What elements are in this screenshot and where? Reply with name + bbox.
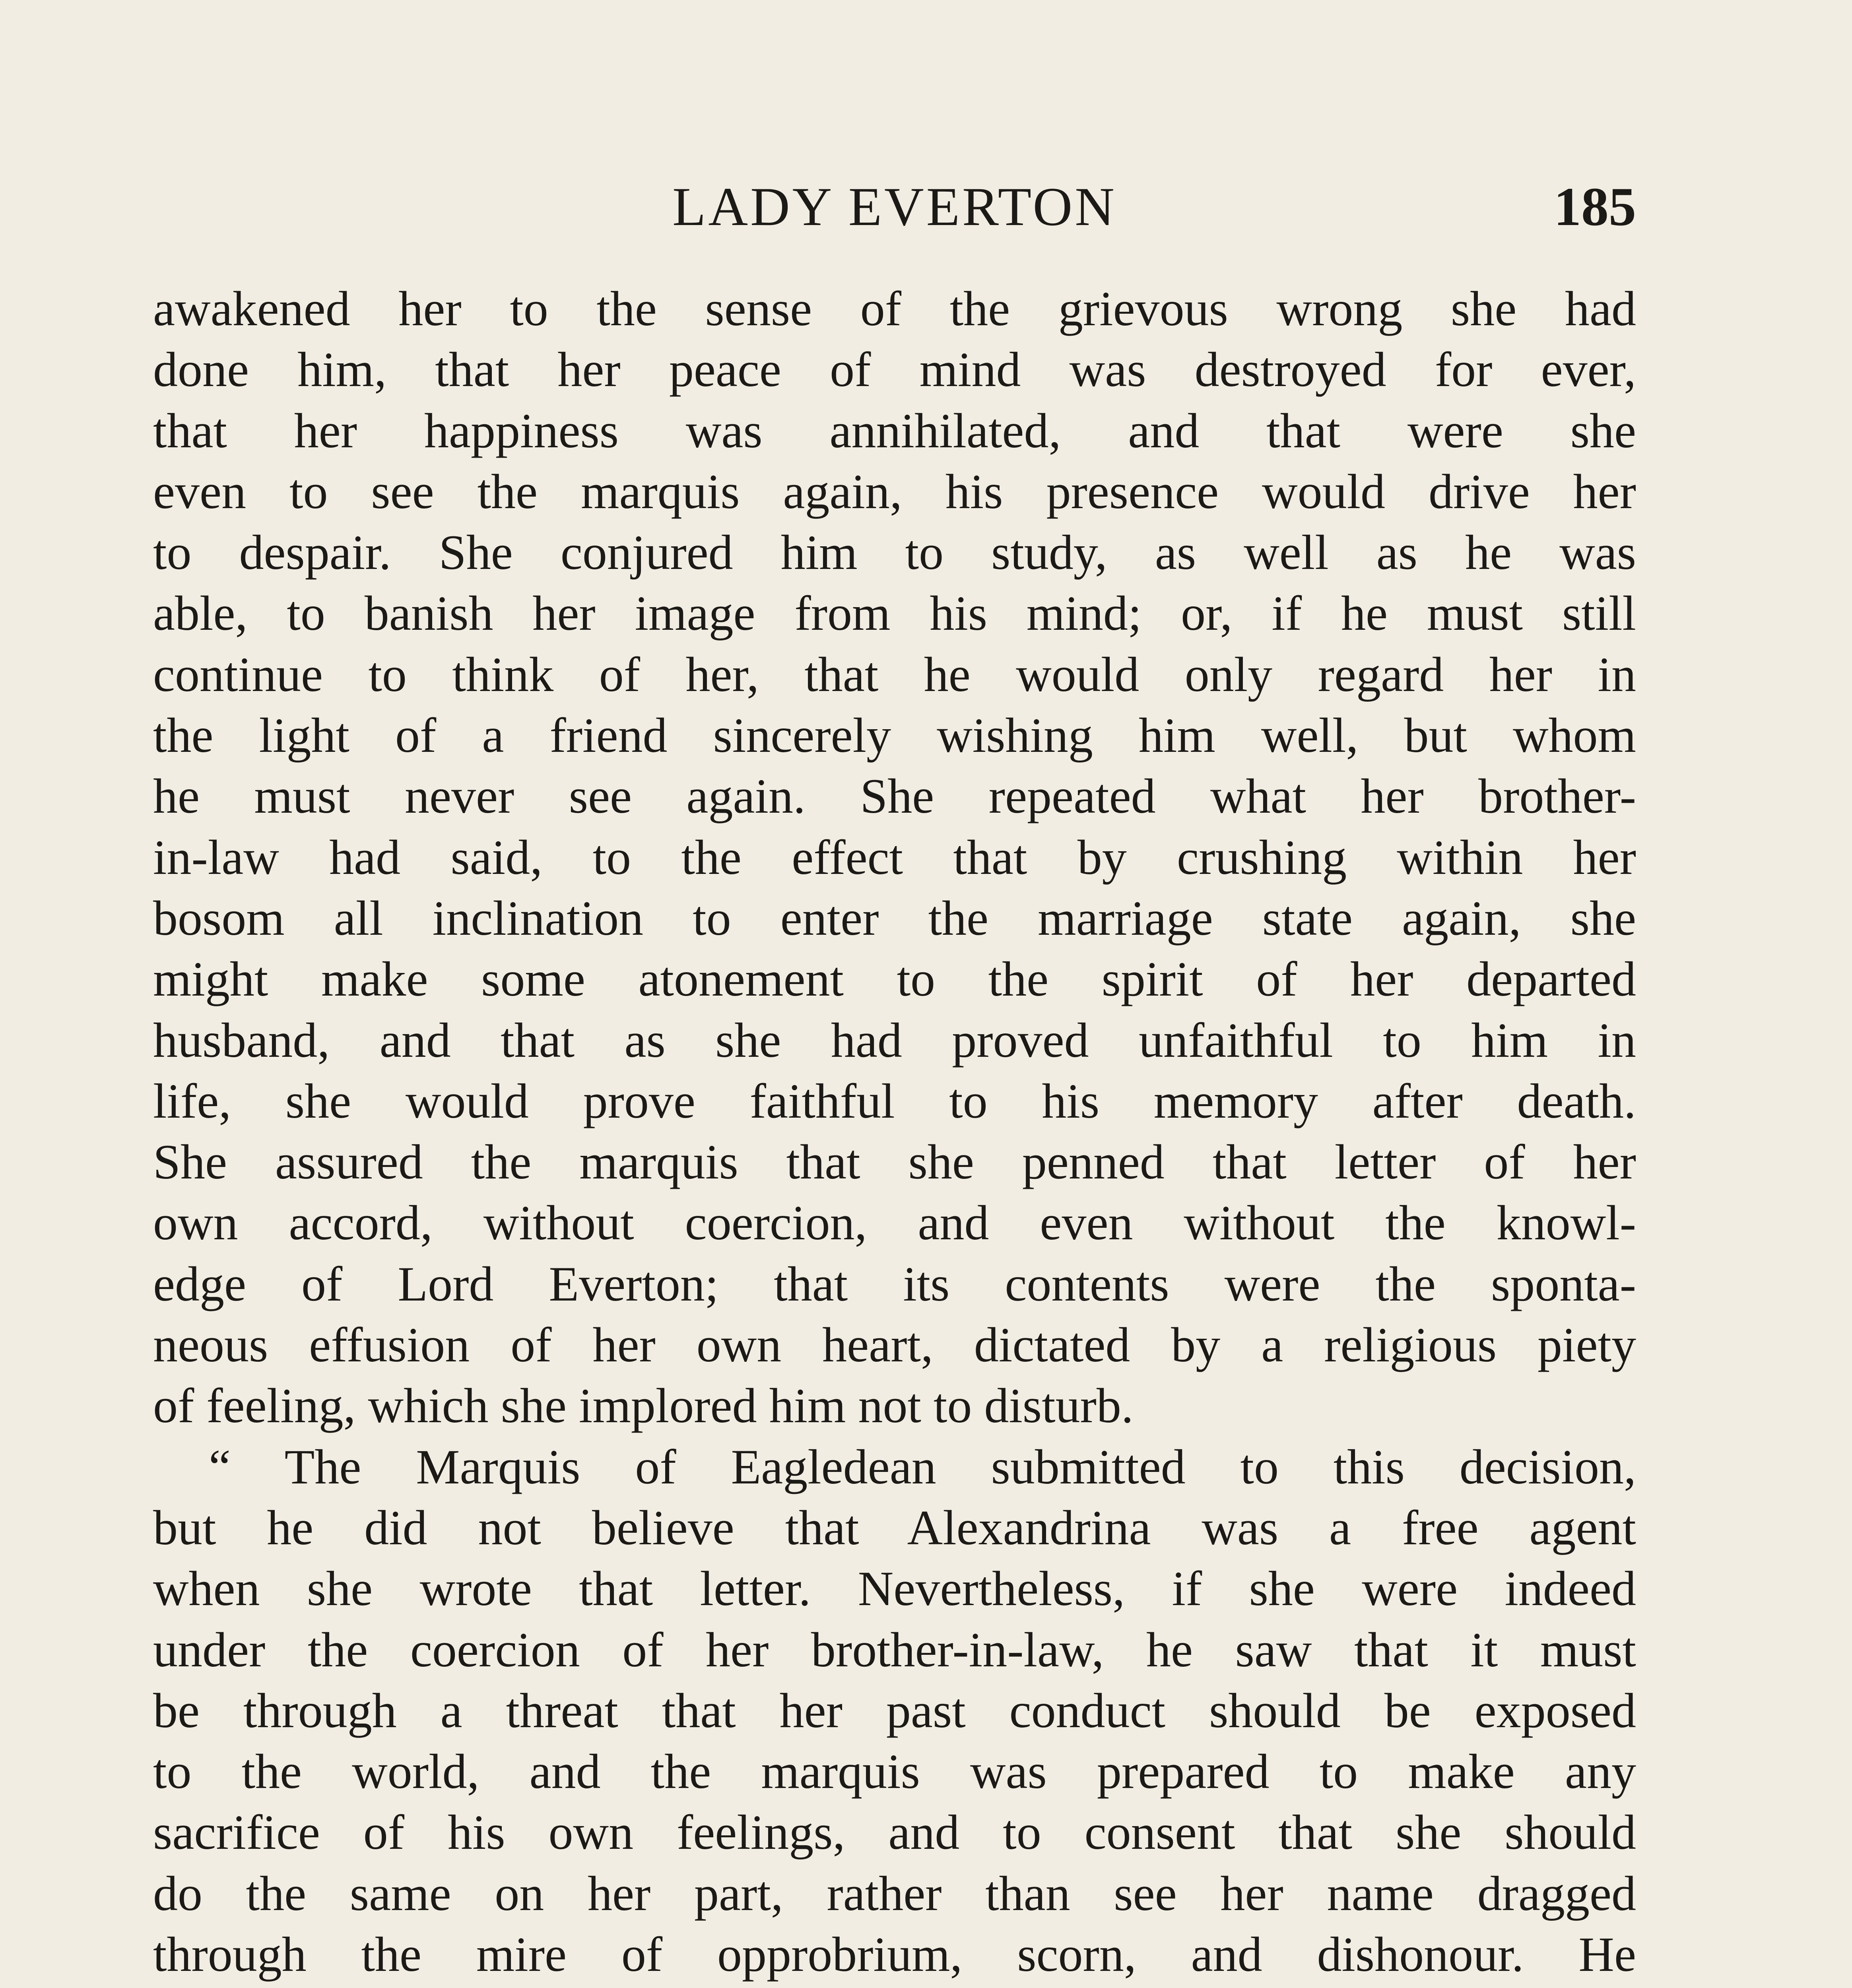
text-line: might make some atonement to the spirit of her departed xyxy=(153,952,1636,1007)
text-line: own accord, without coercion, and even without the knowl- xyxy=(153,1196,1636,1250)
text-line: in-law had said, to the effect that by crushing within her xyxy=(153,830,1636,885)
text-line: awakened her to the sense of the grievous wrong she had xyxy=(153,282,1636,336)
text-line: be through a threat that her past conduct should be exposed xyxy=(153,1683,1636,1738)
page-header xyxy=(153,167,1636,247)
text-line: sacrifice of his own feelings, and to consent that she should xyxy=(153,1805,1636,1860)
text-line: he must never see again. She repeated what her brother- xyxy=(153,769,1636,824)
text-line: to the world, and the marquis was prepared to make any xyxy=(153,1744,1636,1799)
text-line: when she wrote that letter. Nevertheless, if she were indeed xyxy=(153,1561,1636,1616)
text-line: edge of Lord Everton; that its contents were the sponta- xyxy=(153,1256,1636,1311)
text-line: to despair. She conjured him to study, as well as he was xyxy=(153,525,1636,580)
text-line: that her happiness was annihilated, and that were she xyxy=(153,403,1636,458)
text-line: do the same on her part, rather than see her name dragged xyxy=(153,1866,1636,1921)
text-line: life, she would prove faithful to his memory after death. xyxy=(153,1074,1636,1128)
text-line: through the mire of opprobrium, scorn, and dishonour. He xyxy=(153,1927,1636,1982)
text-line: “ The Marquis of Eagledean submitted to this decision, xyxy=(209,1439,1636,1494)
text-line: able, to banish her image from his mind; or, if he must still xyxy=(153,586,1636,641)
text-line: She assured the marquis that she penned that letter of her xyxy=(153,1135,1636,1190)
text-line: but he did not believe that Alexandrina was a free agent xyxy=(153,1500,1636,1555)
text-line xyxy=(153,1985,1636,1988)
text-line: even to see the marquis again, his presence would drive her xyxy=(153,464,1636,519)
text-line: continue to think of her, that he would only regard her in xyxy=(153,647,1636,702)
text-line: of feeling, which she implored him not to disturb. xyxy=(153,1378,1134,1433)
text-line: husband, and that as she had proved unfaithful to him in xyxy=(153,1013,1636,1068)
text-line: done him, that her peace of mind was destroyed for ever, xyxy=(153,342,1636,397)
text-line: the light of a friend sincerely wishing him well, but whom xyxy=(153,708,1636,763)
body-text xyxy=(153,278,1636,1988)
text-line: neous effusion of her own heart, dictated by a religious piety xyxy=(153,1318,1636,1373)
text-line: under the coercion of her brother-in-law, he saw that it must xyxy=(153,1622,1636,1677)
running-title: LADY EVERTON xyxy=(672,176,1117,237)
page-number: 185 xyxy=(1554,176,1636,237)
text-line: bosom all inclination to enter the marriage state again, she xyxy=(153,891,1636,945)
